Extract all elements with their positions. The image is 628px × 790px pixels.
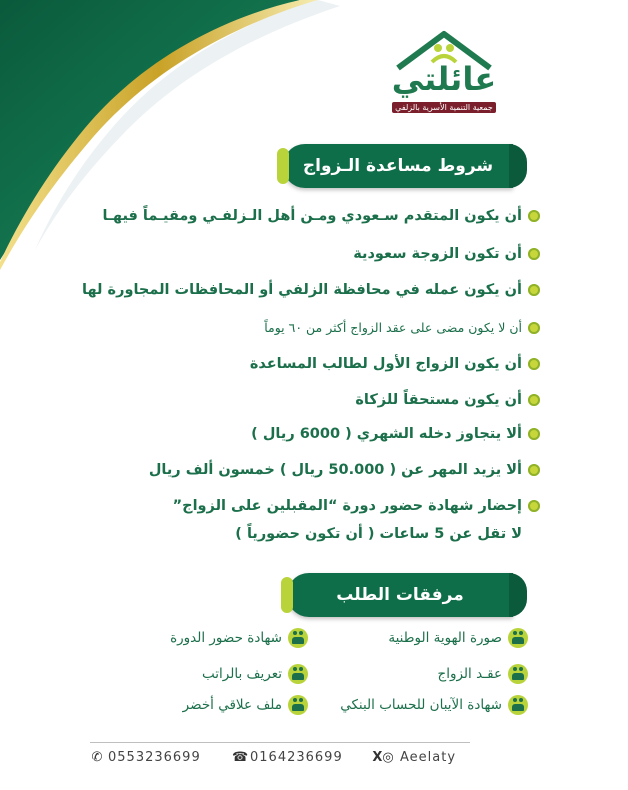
- condition-item: [264, 320, 540, 335]
- whatsapp-contact: [90, 750, 201, 765]
- logo-subtitle: جمعية التنمية الأسرية بالزلفي: [392, 102, 496, 113]
- family-icon: [288, 628, 308, 648]
- family-icon: [288, 695, 308, 715]
- attachments-title: مرفقات الطلب: [336, 585, 464, 605]
- logo-name: عائلتي: [391, 60, 497, 98]
- condition-text: أن يكون المتقدم سـعودي ومـن أهل الـزلفـي ومقيـماً فيهـا: [102, 208, 522, 224]
- condition-text: ألا يتجاوز دخله الشهري ( 6000 ريال ): [251, 426, 522, 442]
- condition-text: أن يكون عمله في محافظة الزلفي أو المحافظات المجاورة لها: [82, 282, 522, 298]
- banner-accent: [277, 148, 289, 184]
- x-instagram-icon: X◎: [372, 750, 394, 765]
- attachment-item: [170, 628, 308, 648]
- attachment-item: [183, 695, 308, 715]
- family-icon: [508, 695, 528, 715]
- phone-icon: ☎: [232, 750, 249, 765]
- family-icon: [528, 464, 540, 476]
- attachment-item: [388, 628, 528, 648]
- condition-item: [251, 426, 540, 442]
- family-icon: [528, 394, 540, 406]
- condition-note: [235, 526, 522, 542]
- condition-text: أن لا يكون مضى على عقد الزواج أكثر من ٦٠ يوماً: [264, 320, 522, 335]
- condition-text: إحضار شهادة حضور دورة “المقبلين على الزواج”: [172, 498, 522, 514]
- family-icon: [288, 664, 308, 684]
- condition-note-text: لا تقل عن 5 ساعات ( أن تكون حضورياً ): [235, 526, 522, 542]
- conditions-title-banner: [283, 144, 513, 188]
- attachment-text: عقـد الزواج: [437, 666, 502, 682]
- family-icon: [508, 628, 528, 648]
- condition-text: ألا يزيد المهر عن ( 50.000 ريال ) خمسون ألف ريال: [148, 462, 522, 478]
- family-icon: [508, 664, 528, 684]
- condition-item: [173, 498, 540, 514]
- whatsapp-icon: ✆: [91, 750, 103, 765]
- whatsapp-number: 0553236699: [108, 750, 201, 765]
- family-icon: [528, 428, 540, 440]
- attachments-title-banner: [287, 573, 513, 617]
- condition-text: أن تكون الزوجة سعودية: [353, 246, 522, 262]
- condition-item: [82, 282, 540, 298]
- footer-divider: [90, 742, 470, 743]
- social-handle: Aeelaty: [400, 750, 457, 765]
- family-icon: [528, 210, 540, 222]
- logo: [388, 28, 500, 120]
- condition-item: [149, 462, 540, 478]
- family-icon: [528, 358, 540, 370]
- phone-number: 0164236699: [250, 750, 343, 765]
- family-icon: [528, 284, 540, 296]
- conditions-title: شروط مساعدة الـزواج: [302, 156, 494, 176]
- condition-item: [355, 392, 540, 408]
- attachment-text: ملف علاقي أخضر: [182, 697, 282, 713]
- family-icon: [528, 248, 540, 260]
- attachment-text: تعريف بالراتب: [202, 666, 282, 682]
- phone-contact: [232, 750, 343, 765]
- attachment-text: شهادة الآيبان للحساب البنكي: [340, 697, 502, 713]
- banner-accent: [281, 577, 293, 613]
- family-icon: [528, 500, 540, 512]
- attachment-item: [340, 695, 528, 715]
- attachment-item: [437, 664, 528, 684]
- family-icon: [528, 322, 540, 334]
- social-contact: [370, 750, 456, 765]
- condition-text: أن يكون الزواج الأول لطالب المساعدة: [249, 356, 522, 372]
- condition-item: [102, 208, 540, 224]
- attachment-text: صورة الهوية الوطنية: [388, 630, 502, 646]
- condition-text: أن يكون مستحقاً للزكاة: [355, 392, 522, 408]
- condition-item: [353, 246, 540, 262]
- attachment-text: شهادة حضور الدورة: [170, 630, 282, 646]
- condition-item: [250, 356, 540, 372]
- attachment-item: [202, 664, 308, 684]
